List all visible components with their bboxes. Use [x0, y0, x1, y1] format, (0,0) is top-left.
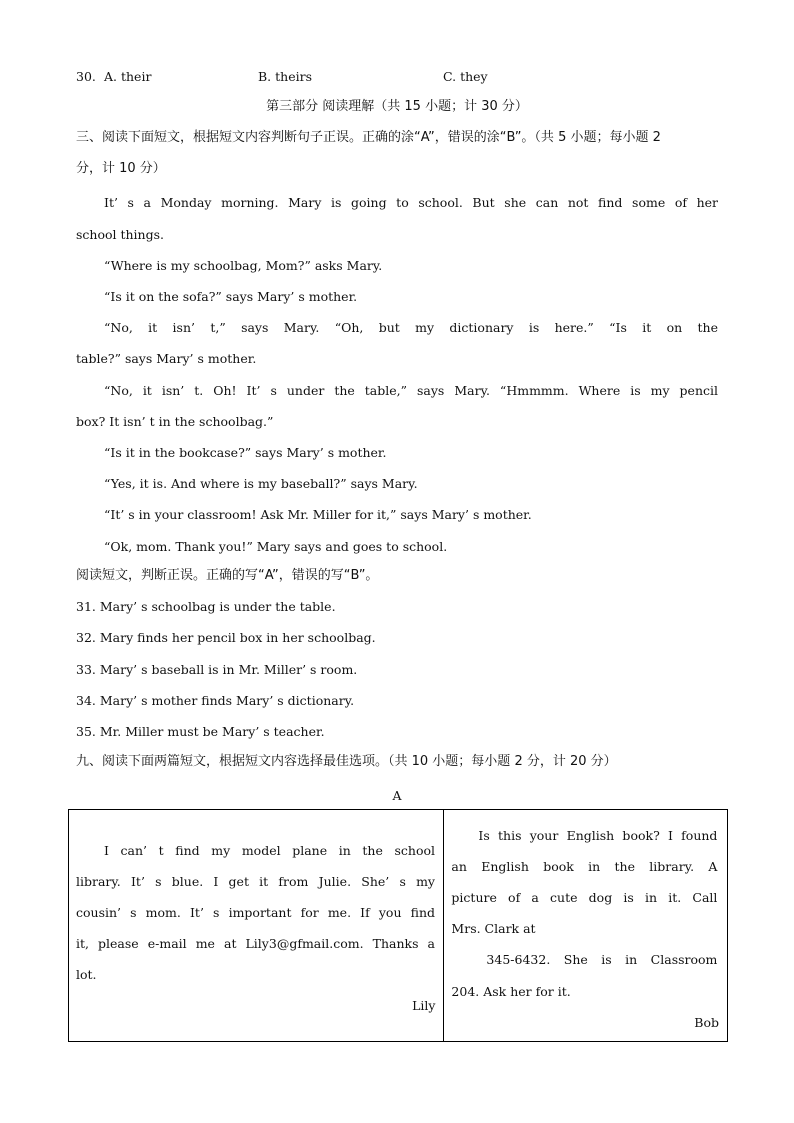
passage-line: “No, it isn’ t. Oh! It’ s under the table,” says Mary. “Hmmmm. Where is my pencil [104, 383, 718, 398]
passage-line: “Where is my schoolbag, Mom?” asks Mary. [104, 258, 383, 273]
notice-left-line: I can’ t find my model plane in the school [104, 843, 435, 858]
question-35: 35. Mr. Miller must be Mary’ s teacher. [76, 724, 325, 739]
notice-left-line: cousin’ s mom. It’ s important for me. If you find [76, 905, 435, 920]
notice-left [69, 810, 444, 1042]
judge-instruction: 阅读短文，判断正误。正确的写“A”，错误的写“B”。 [76, 568, 379, 583]
question-34: 34. Mary’ s mother finds Mary’ s dictionary. [76, 693, 355, 708]
section-three-instruction-line1: 三、阅读下面短文，根据短文内容判断句子正误。正确的涂“A”，错误的涂“B”。（共 5 小题；每小题 2 [76, 130, 661, 145]
notice-right-line: Is this your English book? I found [478, 828, 718, 843]
passage-line: box? It isn’ t in the schoolbag.” [76, 414, 274, 429]
passage-line: school things. [76, 227, 165, 242]
q30-option-c: C. they [443, 69, 488, 84]
passage-line: “Is it on the sofa?” says Mary’ s mother. [104, 289, 358, 304]
passage-line: table?” says Mary’ s mother. [76, 351, 257, 366]
passage-line: “Yes, it is. And where is my baseball?” says Mary. [104, 476, 418, 491]
question-31: 31. Mary’ s schoolbag is under the table. [76, 599, 336, 614]
notice-left-line: lot. [76, 967, 97, 982]
notice-right-line: picture of a cute dog is in it. Call [451, 890, 718, 905]
part-three-title: 第三部分 阅读理解（共 15 小题；计 30 分） [266, 99, 528, 114]
passage-line: “No, it isn’ t,” says Mary. “Oh, but my dictionary is here.” “Is it on the [104, 320, 718, 335]
notice-right [444, 810, 728, 1042]
notices-table [68, 809, 728, 1042]
passage-line: “It’ s in your classroom! Ask Mr. Miller for it,” says Mary’ s mother. [104, 507, 532, 522]
passage-line: “Is it in the bookcase?” says Mary’ s mother. [104, 445, 387, 460]
question-32: 32. Mary finds her pencil box in her schoolbag. [76, 630, 376, 645]
passage-line: “Ok, mom. Thank you!” Mary says and goes to school. [104, 539, 448, 554]
section-nine-instruction: 九、阅读下面两篇短文，根据短文内容选择最佳选项。（共 10 小题；每小题 2 分，计 20 分） [76, 754, 617, 769]
notice-right-line: 345-6432. She is in Classroom [486, 952, 718, 967]
q30-option-b: B. theirs [258, 69, 312, 84]
notice-right-line: 204. Ask her for it. [451, 984, 571, 999]
notice-right-signature: Bob [694, 1015, 719, 1030]
q30-number: 30. [76, 69, 96, 84]
notice-right-line: an English book in the library. A [451, 859, 718, 874]
passage-line: It’ s a Monday morning. Mary is going to school. But she can not find some of her [104, 195, 718, 210]
notice-left-line: library. It’ s blue. I get it from Julie. She’ s my [76, 874, 435, 889]
q30-option-a: A. their [104, 69, 152, 84]
question-33: 33. Mary’ s baseball is in Mr. Miller’ s room. [76, 662, 358, 677]
notice-left-signature: Lily [412, 998, 436, 1013]
notice-right-line: Mrs. Clark at [451, 921, 536, 936]
section-three-instruction-line2: 分，计 10 分） [76, 161, 166, 176]
notice-left-line: it, please e-mail me at Lily3@gfmail.com. Thanks a [76, 936, 435, 951]
passage-label: A [392, 788, 402, 803]
